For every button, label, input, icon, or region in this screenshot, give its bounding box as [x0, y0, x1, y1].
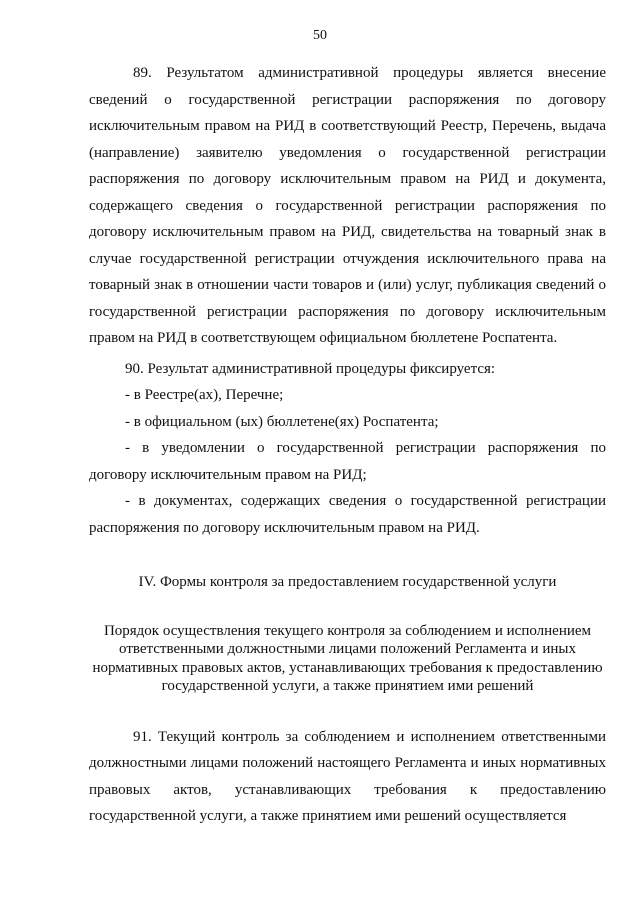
list-item: - в официальном (ых) бюллетене(ях) Роспатента;: [125, 413, 439, 430]
list-item: - в документах, содержащих сведения о государственной регистрации распоряжения по договору исключительным правом на РИД.: [89, 493, 606, 536]
subsection-heading: Порядок осуществления текущего контроля за соблюдением и исполнением ответственными должностными лицами положений Регламента и иных нормативных правовых актов, устанавливающих требования к предоставлению государственной услуги, а также принятием ими решений: [92, 622, 603, 694]
page-number: 50: [313, 28, 327, 43]
paragraph-89: 89. Результатом административной процедуры является внесение сведений о государственной регистрации распоряжения по договору исключительным правом на РИД в соответствующий Реестр, Перечень, выдача (направление) заявителю уведомления о государственной регистрации распоряжения по договору исключительным правом на РИД и документа, содержащего сведения о государственной регистрации распоряжения по договору исключительным правом на РИД, свидетельства на товарный знак в случае государственной регистрации отчуждения исключительного права на товарный знак в отношении части товаров и (или) услуг, публикация сведений о государственной регистрации распоряжения по договору исключительным правом на РИД в соответствующем официальном бюллетене Роспатента.: [89, 65, 606, 346]
paragraph-91: 91. Текущий контроль за соблюдением и исполнением ответственными должностными лицами положений настоящего Регламента и иных нормативных правовых актов, устанавливающих требования к предоставлению государственной услуги, а также принятием ими решений осуществляется: [89, 728, 606, 824]
list-item: - в уведомлении о государственной регистрации распоряжения по договору исключительным правом на РИД;: [89, 440, 606, 483]
section-title: IV. Формы контроля за предоставлением государственной услуги: [138, 574, 557, 590]
list-item: - в Реестре(ах), Перечне;: [125, 387, 284, 403]
paragraph-90: 90. Результат административной процедуры фиксируется:: [125, 360, 496, 377]
page-content: [89, 60, 606, 830]
